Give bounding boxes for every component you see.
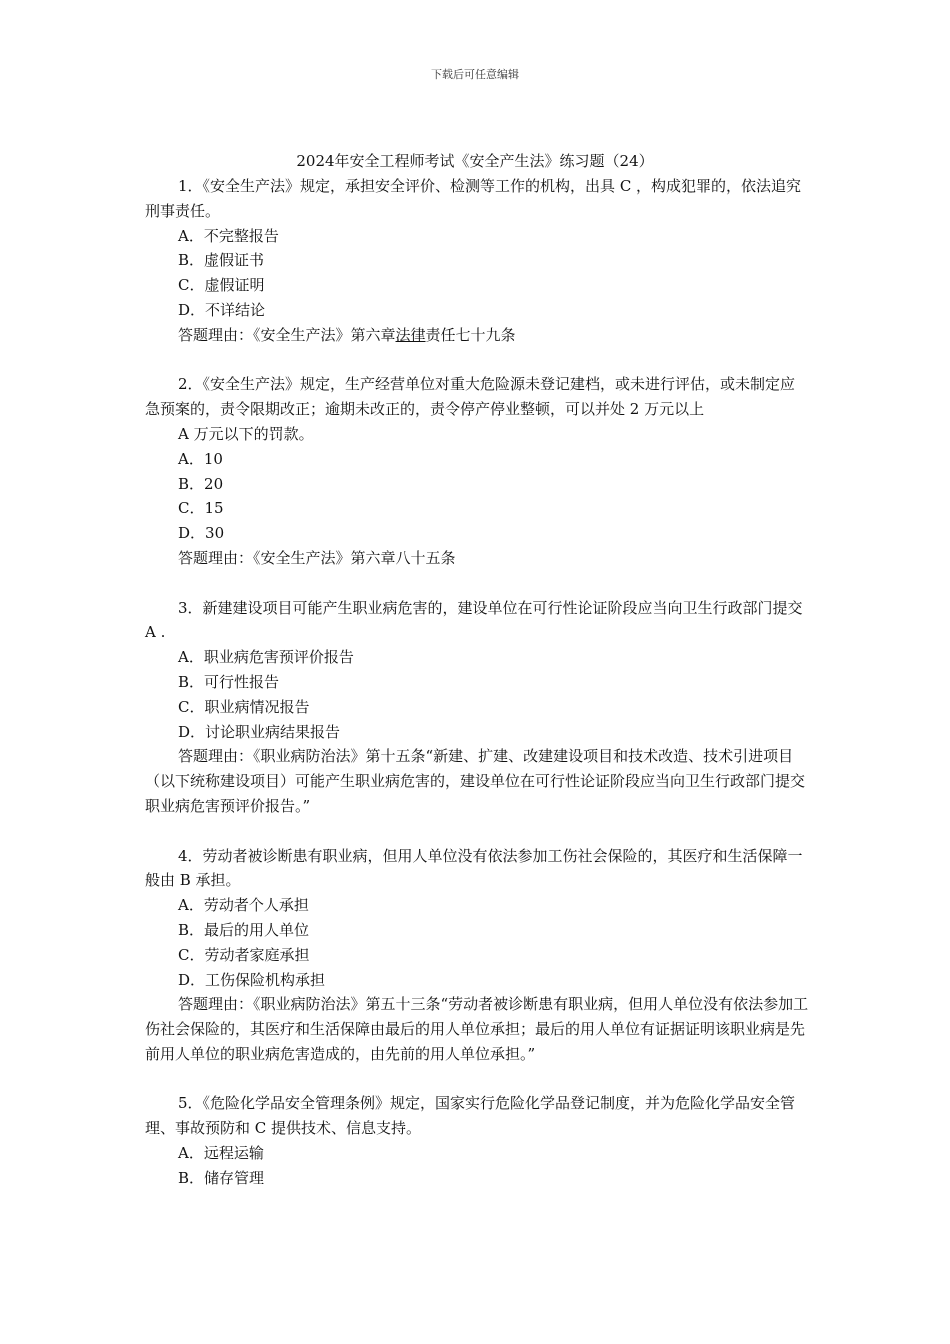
question-4 bbox=[145, 844, 810, 1067]
answer-reason: 答题理由：《安全生产法》第六章八十五条 bbox=[178, 548, 456, 567]
blank-line bbox=[145, 1067, 810, 1092]
question-stem: 3．新建建设项目可能产生职业病危害的，建设单位在可行性论证阶段应当向卫生行政部门提交 A . bbox=[145, 598, 803, 642]
option-d: D．30 bbox=[178, 524, 225, 543]
reason-link[interactable]: 法律 bbox=[395, 325, 426, 344]
option-b: B．20 bbox=[178, 474, 224, 493]
question-3 bbox=[145, 596, 810, 819]
answer-reason bbox=[145, 323, 810, 348]
document-body bbox=[145, 174, 810, 1191]
option-a: A．远程运输 bbox=[178, 1144, 264, 1163]
option-a: A．不完整报告 bbox=[178, 226, 279, 245]
page-header: 下载后可任意编辑 bbox=[431, 68, 519, 81]
option-a: A．劳动者个人承担 bbox=[178, 896, 309, 915]
reason-prefix: 答题理由：《安全生产法》第六章 bbox=[178, 325, 396, 344]
reason-suffix: 责任七十九条 bbox=[425, 325, 516, 344]
question-2 bbox=[145, 372, 810, 570]
option-a: A．职业病危害预评价报告 bbox=[178, 648, 354, 667]
question-stem: 2．《安全生产法》规定，生产经营单位对重大危险源未登记建档，或未进行评估，或未制定应急预案的，责令限期改正；逾期未改正的，责令停产停业整顿，可以并处 2 万元以上 bbox=[145, 375, 796, 419]
option-d: D．不详结论 bbox=[178, 300, 266, 319]
question-stem: 5．《危险化学品安全管理条例》规定，国家实行危险化学品登记制度，并为危险化学品安全管理、事故预防和 C 提供技术、信息支持。 bbox=[145, 1094, 796, 1138]
option-c: C．虚假证明 bbox=[178, 276, 265, 295]
option-b: B．最后的用人单位 bbox=[178, 920, 310, 939]
question-stem: 1．《安全生产法》规定，承担安全评价、检测等工作的机构，出具 C ，构成犯罪的，依法追究刑事责任。 bbox=[145, 177, 802, 220]
option-b: B．储存管理 bbox=[178, 1168, 265, 1187]
option-d: D．工伤保险机构承担 bbox=[178, 970, 326, 989]
question-stem-continued: A 万元以下的罚款。 bbox=[178, 424, 314, 443]
option-a: A．10 bbox=[178, 449, 223, 468]
answer-reason: 答题理由：《职业病防治法》第十五条“新建、扩建、改建建设项目和技术改造、技术引进项目（以下统称建设项目）可能产生职业病危害的，建设单位在可行性论证阶段应当向卫生行政部门提交职业病危害预评价报告。” bbox=[145, 747, 806, 815]
document-title: 2024年安全工程师考试《安全产生法》练习题（24） bbox=[296, 152, 654, 170]
blank-line bbox=[145, 348, 810, 373]
option-c: C．劳动者家庭承担 bbox=[178, 945, 310, 964]
option-d: D．讨论职业病结果报告 bbox=[178, 722, 341, 741]
option-b: B．可行性报告 bbox=[178, 672, 280, 691]
question-stem: 4．劳动者被诊断患有职业病，但用人单位没有依法参加工伤社会保险的，其医疗和生活保障一般由 B 承担。 bbox=[145, 846, 803, 890]
blank-line bbox=[145, 819, 810, 844]
option-b: B．虚假证书 bbox=[178, 251, 265, 270]
option-c: C．15 bbox=[178, 499, 224, 518]
blank-line bbox=[145, 571, 810, 596]
option-c: C．职业病情况报告 bbox=[178, 697, 310, 716]
answer-reason: 答题理由：《职业病防治法》第五十三条“劳动者被诊断患有职业病，但用人单位没有依法参加工伤社会保险的，其医疗和生活保障由最后的用人单位承担；最后的用人单位有证据证明该职业病是先前用人单位的职业病危害造成的，由先前的用人单位承担。” bbox=[145, 995, 809, 1063]
question-5 bbox=[145, 1091, 810, 1190]
question-1 bbox=[145, 174, 810, 348]
